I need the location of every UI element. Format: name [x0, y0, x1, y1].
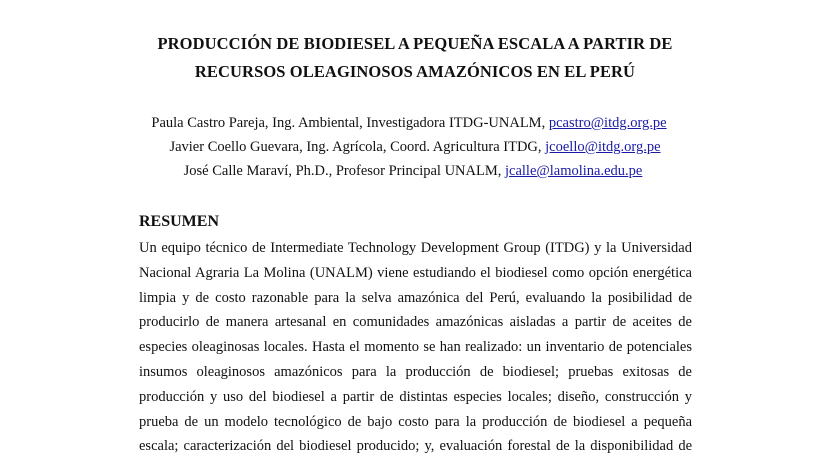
abstract-line: prueba de un modelo tecnológico de bajo costo para la producción de biodiesel a pequeña — [139, 413, 692, 430]
abstract-line: producirlo de manera artesanal en comunidades amazónicas aisladas a partir de aceites de — [139, 314, 692, 331]
abstract-line: Nacional Agraria La Molina (UNALM) viene estudiando el biodiesel como opción energética — [139, 264, 692, 281]
author-email-link[interactable]: jcoello@itdg.org.pe — [545, 139, 661, 155]
paper-title-line-2: RECURSOS OLEAGINOSOS AMAZÓNICOS EN EL PERÚ — [194, 62, 636, 81]
author-line-3 — [0, 163, 828, 180]
author-line-1 — [0, 115, 824, 132]
abstract-line: insumos oleaginosos amazónicos para la producción de biodiesel; pruebas exitosas de — [139, 363, 692, 380]
author-affiliation: Paula Castro Pareja, Ing. Ambiental, Investigadora ITDG-UNALM, — [151, 115, 549, 131]
author-email-link[interactable]: pcastro@itdg.org.pe — [548, 115, 667, 131]
abstract-line: producción y uso del biodiesel a partir de distintas especies locales; diseño, construcción y — [139, 388, 692, 405]
abstract-paragraph — [139, 236, 692, 459]
author-affiliation: José Calle Maraví, Ph.D., Profesor Principal UNALM, — [183, 163, 505, 179]
author-email-link[interactable]: jcalle@lamolina.edu.pe — [505, 163, 643, 179]
abstract-line: limpia y de costo razonable para la selva amazónica del Perú, evaluando la posibilidad de — [139, 289, 692, 306]
paper-title-line-1: PRODUCCIÓN DE BIODIESEL A PEQUEÑA ESCALA A PARTIR DE — [157, 34, 673, 53]
author-line-2 — [0, 139, 830, 156]
author-affiliation: Javier Coello Guevara, Ing. Agrícola, Coord. Agricultura ITDG, — [169, 139, 546, 155]
abstract-line: escala; caracterización del biodiesel producido; y, evaluación forestal de la disponibilidad de — [139, 438, 692, 455]
abstract-heading: RESUMEN — [139, 213, 220, 230]
abstract-line: Un equipo técnico de Intermediate Technology Development Group (ITDG) y la Universidad — [139, 240, 692, 256]
abstract-line: especies oleaginosas locales. Hasta el momento se han realizado: un inventario de potenciales — [139, 339, 692, 356]
